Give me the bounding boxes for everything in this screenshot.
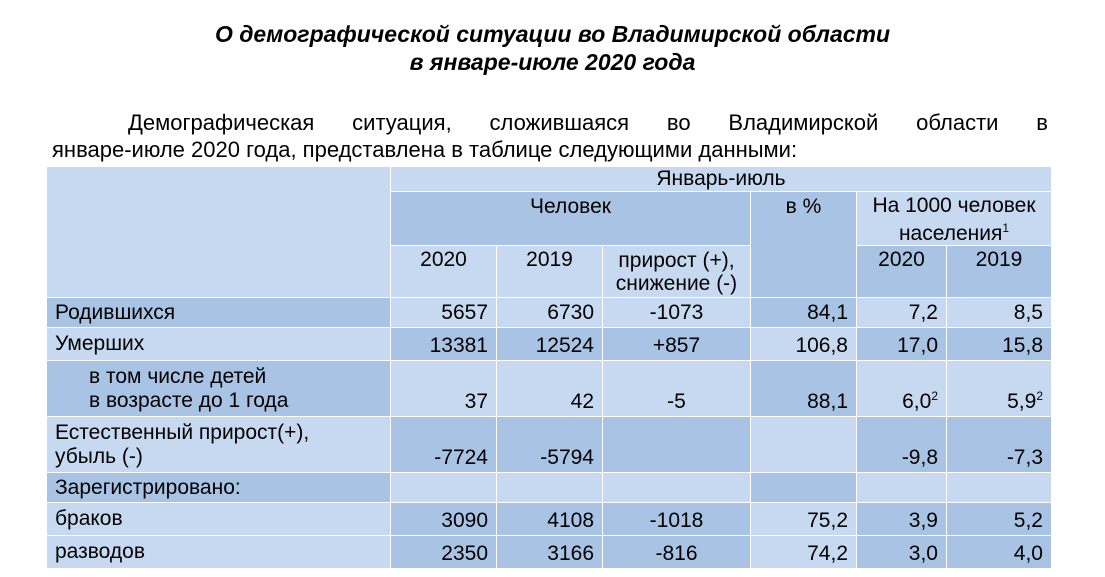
cell-percent: 84,1: [751, 298, 857, 328]
header-corner-cell: [47, 167, 391, 298]
table-row: [47, 361, 1052, 417]
cell-percent: 106,8: [751, 328, 857, 361]
row-label-line-2: в возрасте до 1 года: [89, 388, 289, 412]
cell-rate-2020: 3,9: [857, 503, 947, 536]
cell-rate-2019: -7,3: [947, 417, 1052, 473]
cell-value-2020: 2350: [391, 536, 497, 569]
cell-percent: 74,2: [751, 536, 857, 569]
row-label: браков: [47, 503, 391, 536]
row-label: разводов: [47, 536, 391, 569]
header-year-2020: 2020: [391, 246, 497, 298]
cell-change: -1073: [603, 298, 751, 328]
cell-value-2020: 5657: [391, 298, 497, 328]
cell-value-2020: 13381: [391, 328, 497, 361]
row-label-line-1: Естественный прирост(+),: [55, 420, 310, 444]
cell-value-2019: 12524: [497, 328, 603, 361]
header-year-2019: 2019: [497, 246, 603, 298]
cell-change: -816: [603, 536, 751, 569]
empty-cell: [391, 473, 497, 503]
cell-rate-2019: [947, 361, 1052, 417]
cell-change: +857: [603, 328, 751, 361]
row-label: [47, 417, 391, 473]
demographics-table: [46, 166, 1052, 569]
table-row: [47, 328, 1052, 361]
header-percent: в %: [751, 192, 857, 298]
row-label: Родившихся: [47, 298, 391, 328]
row-label-line-1: в том числе детей: [89, 364, 267, 388]
empty-cell: [947, 473, 1052, 503]
cell-change: [603, 417, 751, 473]
cell-rate-2020: 3,0: [857, 536, 947, 569]
empty-cell: [603, 473, 751, 503]
cell-rate-2020-value: 6,0: [902, 390, 932, 413]
empty-cell: [751, 473, 857, 503]
cell-change: -1018: [603, 503, 751, 536]
intro-line-1: Демографическая ситуация, сложившаяся во Владимирской области в: [128, 110, 1048, 135]
cell-rate-2019: 15,8: [947, 328, 1052, 361]
table-row: [47, 536, 1052, 569]
header-per-1000: [857, 192, 1052, 246]
header-per-1000-text: На 1000 человек населения: [872, 194, 1036, 245]
cell-rate-2020: 17,0: [857, 328, 947, 361]
row-label: [47, 361, 391, 417]
row-label: Зарегистрировано:: [47, 473, 391, 503]
cell-rate-2020: [857, 361, 947, 417]
cell-value-2020: 3090: [391, 503, 497, 536]
cell-value-2020: -7724: [391, 417, 497, 473]
row-label-line-2: убыль (-): [55, 444, 143, 468]
document-title-line-2: в январе-июле 2020 года: [409, 49, 696, 75]
cell-rate-2020: 7,2: [857, 298, 947, 328]
document-title-line-1: О демографической ситуации во Владимирской области: [214, 21, 891, 47]
table-row: [47, 298, 1052, 328]
cell-rate-2019-value: 5,9: [1007, 390, 1037, 413]
header-rate-2020: 2020: [857, 246, 947, 298]
cell-rate-2020: -9,8: [857, 417, 947, 473]
cell-percent: 88,1: [751, 361, 857, 417]
empty-cell: [857, 473, 947, 503]
table-row: [47, 503, 1052, 536]
cell-value-2019: 42: [497, 361, 603, 417]
intro-paragraph: [52, 109, 1048, 163]
intro-line-2: январе-июле 2020 года, представлена в таблице следующими данными:: [52, 137, 798, 162]
footnote-2-marker: 2: [931, 389, 938, 403]
cell-percent: 75,2: [751, 503, 857, 536]
cell-value-2019: 3166: [497, 536, 603, 569]
cell-value-2020: 37: [391, 361, 497, 417]
cell-rate-2019: 8,5: [947, 298, 1052, 328]
empty-cell: [497, 473, 603, 503]
table-row: [47, 417, 1052, 473]
table-row: [47, 473, 1052, 503]
header-period: Январь-июль: [391, 167, 1052, 192]
cell-change: -5: [603, 361, 751, 417]
cell-percent: [751, 417, 857, 473]
header-people: Человек: [391, 192, 751, 246]
row-label: Умерших: [47, 328, 391, 361]
footnote-1-marker: 1: [1002, 221, 1010, 235]
footnote-2-marker: 2: [1036, 389, 1043, 403]
cell-value-2019: -5794: [497, 417, 603, 473]
cell-value-2019: 6730: [497, 298, 603, 328]
cell-rate-2019: 4,0: [947, 536, 1052, 569]
header-change: прирост (+), снижение (-): [603, 246, 751, 298]
header-rate-2019: 2019: [947, 246, 1052, 298]
cell-rate-2019: 5,2: [947, 503, 1052, 536]
cell-value-2019: 4108: [497, 503, 603, 536]
